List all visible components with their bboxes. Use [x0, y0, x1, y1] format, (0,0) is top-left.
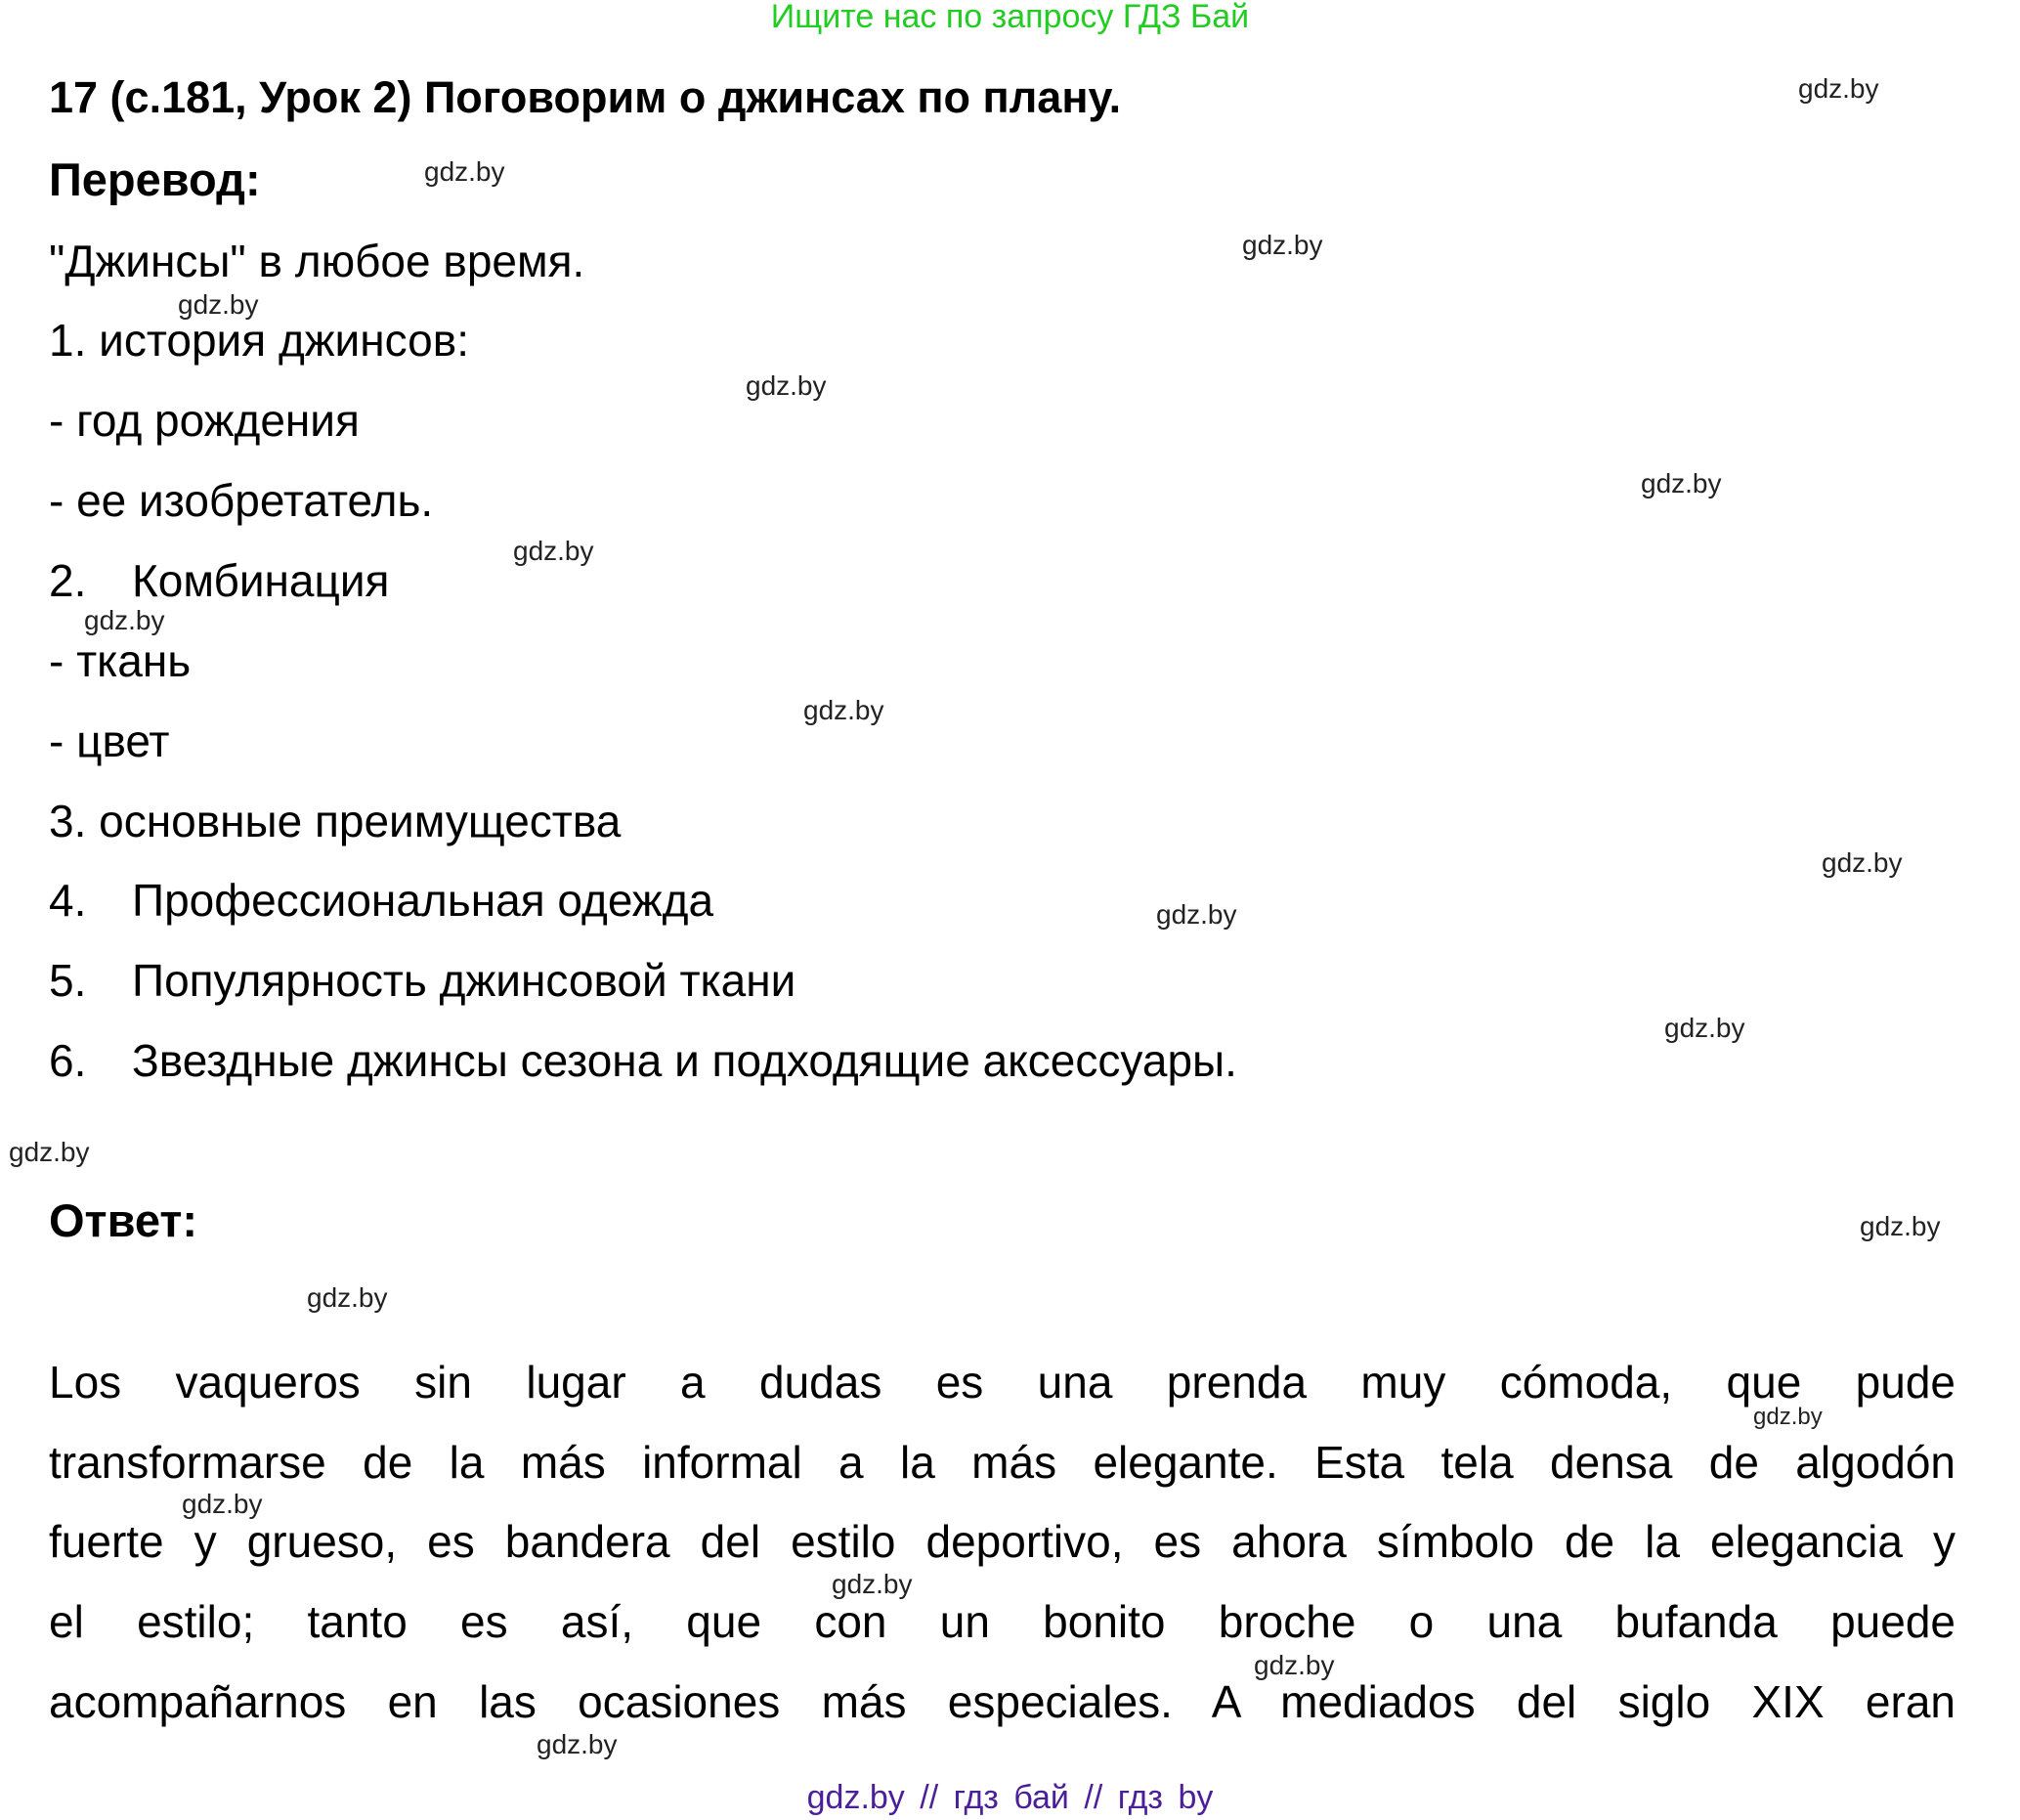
list-item-text: "Джинсы" в любое время.: [49, 236, 585, 286]
list-item: [49, 473, 433, 528]
watermark: gdz.by: [1822, 847, 1903, 878]
list-item-text: Популярность джинсовой ткани: [132, 955, 796, 1006]
watermark: gdz.by: [9, 1137, 90, 1167]
list-item-number: 6.: [49, 1035, 87, 1086]
list-item: [49, 234, 584, 288]
paragraph-line: fuerte y grueso, es bandera del estilo deportivo, es ahora símbolo de la elegancia y: [49, 1516, 1956, 1567]
watermark: gdz.by: [746, 370, 827, 401]
paragraph-line: Los vaqueros sin lugar a dudas es una prenda muy cómoda, que pude: [49, 1357, 1956, 1408]
watermark: gdz.by: [1254, 1650, 1335, 1680]
footer-links: gdz.by // гдз бай // гдз by: [806, 1779, 1214, 1816]
watermark: gdz.by: [1156, 899, 1237, 930]
list-item-number: 2.: [49, 555, 87, 606]
watermark: gdz.by: [803, 695, 884, 725]
translation-heading: Перевод:: [49, 153, 261, 205]
list-item: [49, 873, 713, 928]
paragraph-line: el estilo; tanto es así, que con un bonito broche o una bufanda puede: [49, 1596, 1956, 1647]
list-item: [49, 1033, 1237, 1088]
watermark: gdz.by: [424, 156, 505, 187]
watermark: gdz.by: [1860, 1211, 1941, 1241]
watermark: gdz.by: [178, 289, 259, 320]
watermark: gdz.by: [1664, 1013, 1745, 1043]
watermark: gdz.by: [84, 605, 165, 635]
list-item: [49, 714, 170, 768]
search-hint-banner: Ищите нас по запросу ГДЗ Бай: [770, 0, 1250, 35]
list-item-text: - год рождения: [49, 395, 360, 446]
list-item: [49, 393, 360, 448]
list-item: [49, 633, 191, 688]
watermark: gdz.by: [1641, 468, 1722, 498]
list-item-number: 4.: [49, 875, 87, 926]
list-item-text: - цвет: [49, 715, 170, 766]
list-item: [49, 313, 469, 368]
list-item: [49, 953, 795, 1008]
list-item: [49, 794, 621, 848]
watermark: gdz.by: [832, 1569, 913, 1599]
paragraph-line: acompañarnos en las ocasiones más especiales. A mediados del siglo XIX eran: [49, 1676, 1956, 1727]
list-item-text: Профессиональная одежда: [132, 875, 714, 926]
list-item-text: 3. основные преимущества: [49, 796, 622, 846]
watermark: gdz.by: [1753, 1404, 1823, 1430]
paragraph-line: transformarse de la más informal a la más elegante. Esta tela densa de algodón: [49, 1437, 1956, 1488]
list-item-text: 1. история джинсов:: [49, 315, 469, 366]
watermark: gdz.by: [537, 1729, 618, 1759]
list-item: [49, 553, 389, 608]
list-item-text: - ее изобретатель.: [49, 475, 434, 526]
list-item-number: 5.: [49, 955, 87, 1006]
list-item-text: Звездные джинсы сезона и подходящие аксессуары.: [132, 1035, 1237, 1086]
watermark: gdz.by: [513, 536, 594, 566]
watermark: gdz.by: [1242, 230, 1323, 260]
list-item-text: Комбинация: [132, 555, 390, 606]
page-title: 17 (с.181, Урок 2) Поговорим о джинсах по плану.: [49, 72, 1122, 122]
watermark: gdz.by: [1798, 73, 1879, 104]
list-item-text: - ткань: [49, 635, 192, 686]
answer-heading: Ответ:: [49, 1194, 198, 1246]
watermark: gdz.by: [307, 1282, 388, 1313]
watermark: gdz.by: [182, 1489, 263, 1519]
